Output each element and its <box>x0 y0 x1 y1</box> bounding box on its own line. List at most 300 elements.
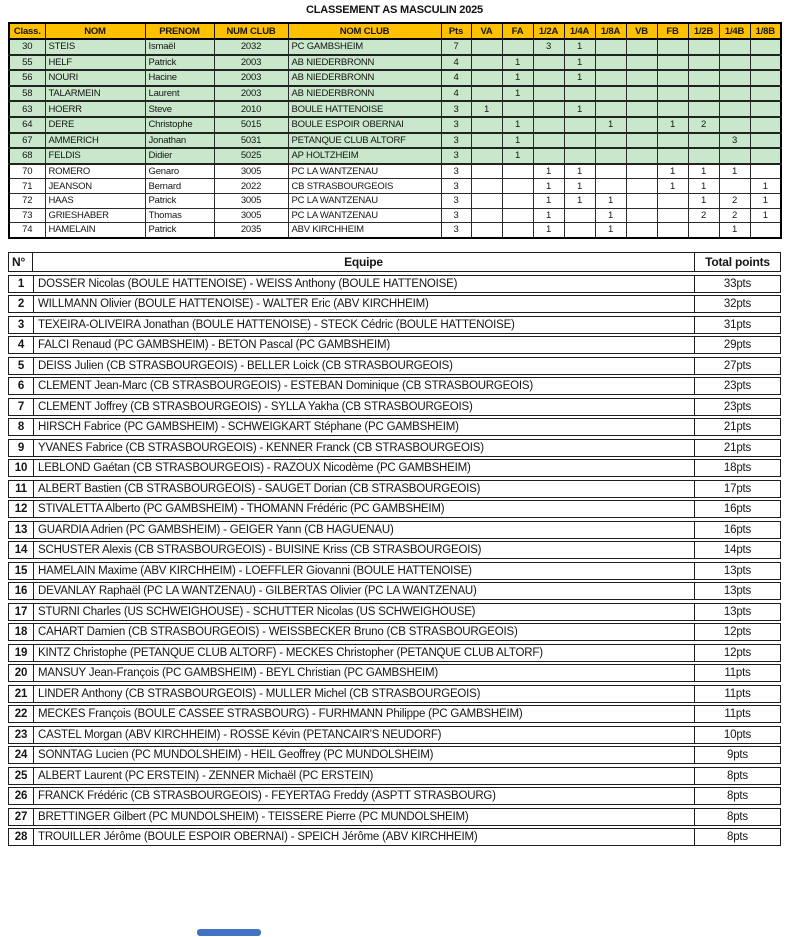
classement-cell: Laurent <box>145 86 214 102</box>
classement-cell: 1 <box>533 164 564 179</box>
equipe-row <box>8 828 781 846</box>
classement-col-header: NUM CLUB <box>214 23 288 39</box>
classement-cell <box>750 86 781 102</box>
equipe-points: 16pts <box>694 522 780 538</box>
classement-cell <box>471 55 502 71</box>
classement-cell: HOERR <box>45 101 145 117</box>
classement-row <box>9 117 781 133</box>
classement-cell: AB NIEDERBRONN <box>288 70 441 86</box>
equipe-rank: 26 <box>9 788 34 804</box>
equipe-rank: 4 <box>9 337 34 353</box>
classement-cell: 1 <box>657 117 688 133</box>
classement-cell: 2 <box>719 208 750 223</box>
equipe-rank: 1 <box>9 276 34 292</box>
classement-cell: 1 <box>502 133 533 149</box>
classement-cell: 64 <box>9 117 45 133</box>
classement-cell: 2010 <box>214 101 288 117</box>
equipe-names: DEVANLAY Raphaël (PC LA WANTZENAU) - GILBERTAS Olivier (PC LA WANTZENAU) <box>38 585 477 597</box>
equipe-names: GUARDIA Adrien (PC GAMBSHEIM) - GEIGER Yann (CB HAGUENAU) <box>38 523 394 536</box>
equipe-rank: 28 <box>9 829 34 845</box>
equipe-rank: 25 <box>9 768 34 784</box>
equipe-points: 23pts <box>694 399 780 415</box>
equipe-names: TROUILLER Jérôme (BOULE ESPOIR OBERNAI) - SPEICH Jérôme (ABV KIRCHHEIM) <box>38 831 478 843</box>
classement-col-header: Pts <box>441 23 471 39</box>
classement-header-row <box>9 23 781 39</box>
equipe-points: 17pts <box>694 481 780 497</box>
equipes-header-equipe: Equipe <box>344 255 383 269</box>
classement-cell <box>533 117 564 133</box>
classement-cell: 1 <box>688 179 719 194</box>
equipe-points: 13pts <box>694 604 780 620</box>
classement-col-header: NOM <box>45 23 145 39</box>
classement-cell: 2032 <box>214 39 288 55</box>
classement-cell: 1 <box>502 70 533 86</box>
classement-cell: CB STRASBOURGEOIS <box>288 179 441 194</box>
classement-cell: Hacine <box>145 70 214 86</box>
classement-row <box>9 164 781 179</box>
equipe-rank: 3 <box>9 317 34 333</box>
classement-cell <box>626 164 657 179</box>
classement-cell <box>657 70 688 86</box>
classement-cell <box>750 164 781 179</box>
classement-cell: 2003 <box>214 86 288 102</box>
equipe-row <box>8 787 781 805</box>
classement-cell <box>719 117 750 133</box>
equipe-rank: 10 <box>9 460 34 476</box>
classement-cell <box>750 133 781 149</box>
classement-cell: 56 <box>9 70 45 86</box>
equipe-row <box>8 521 781 539</box>
equipe-names: LEBLOND Gaétan (CB STRASBOURGEOIS) - RAZOUX Nicodème (PC GAMBSHEIM) <box>38 462 471 474</box>
classement-cell: 1 <box>750 179 781 194</box>
equipes-table <box>8 252 781 849</box>
classement-col-header: 1/8A <box>595 23 626 39</box>
classement-cell: 1 <box>564 179 595 194</box>
equipe-names: HIRSCH Fabrice (PC GAMBSHEIM) - SCHWEIGKART Stéphane (PC GAMBSHEIM) <box>38 421 459 433</box>
equipe-rank: 8 <box>9 419 34 435</box>
classement-cell: 1 <box>595 117 626 133</box>
classement-cell <box>595 179 626 194</box>
classement-cell <box>626 70 657 86</box>
equipe-row <box>8 562 781 580</box>
equipe-points: 10pts <box>694 727 780 743</box>
classement-cell <box>750 101 781 117</box>
classement-cell: 1 <box>564 55 595 71</box>
classement-cell <box>657 193 688 208</box>
classement-cell: Patrick <box>145 55 214 71</box>
classement-cell <box>471 208 502 223</box>
classement-cell <box>502 101 533 117</box>
classement-cell <box>564 148 595 164</box>
equipe-points: 23pts <box>694 378 780 394</box>
classement-cell: 1 <box>502 117 533 133</box>
classement-row <box>9 148 781 164</box>
equipe-rank: 7 <box>9 399 34 415</box>
equipe-names: KINTZ Christophe (PETANQUE CLUB ALTORF) - MECKES Christopher (PETANQUE CLUB ALTORF) <box>38 646 543 659</box>
classement-cell <box>626 101 657 117</box>
equipe-names: DEISS Julien (CB STRASBOURGEOIS) - BELLER Loick (CB STRASBOURGEOIS) <box>38 359 453 372</box>
equipe-row <box>8 459 781 477</box>
classement-cell: TALARMEIN <box>45 86 145 102</box>
classement-cell: HAAS <box>45 193 145 208</box>
classement-cell <box>750 223 781 238</box>
classement-cell: 5015 <box>214 117 288 133</box>
classement-cell: 1 <box>533 208 564 223</box>
classement-cell: HELF <box>45 55 145 71</box>
classement-cell: JEANSON <box>45 179 145 194</box>
classement-cell: PC LA WANTZENAU <box>288 164 441 179</box>
classement-cell: 1 <box>688 164 719 179</box>
classement-cell: 1 <box>502 86 533 102</box>
equipe-points: 13pts <box>694 563 780 579</box>
equipe-names: MANSUY Jean-François (PC GAMBSHEIM) - BEYL Christian (PC GAMBSHEIM) <box>38 667 439 679</box>
equipe-rank: 21 <box>9 686 34 702</box>
classement-cell: 1 <box>719 223 750 238</box>
classement-cell: 4 <box>441 86 471 102</box>
equipe-points: 11pts <box>694 665 780 681</box>
classement-cell <box>750 117 781 133</box>
classement-cell: 3 <box>533 39 564 55</box>
classement-row <box>9 193 781 208</box>
classement-cell: FELDIS <box>45 148 145 164</box>
classement-cell <box>471 164 502 179</box>
classement-cell <box>502 193 533 208</box>
classement-cell <box>533 133 564 149</box>
equipe-names: SONNTAG Lucien (PC MUNDOLSHEIM) - HEIL Geoffrey (PC MUNDOLSHEIM) <box>38 749 434 761</box>
classement-cell <box>657 208 688 223</box>
classement-col-header: 1/2A <box>533 23 564 39</box>
classement-cell: 1 <box>657 179 688 194</box>
classement-cell <box>471 39 502 55</box>
equipe-names: TEXEIRA-OLIVEIRA Jonathan (BOULE HATTENOISE) - STECK Cédric (BOULE HATTENOISE) <box>38 318 515 331</box>
equipe-rank: 13 <box>9 522 34 538</box>
equipe-points: 8pts <box>694 788 780 804</box>
equipe-points: 12pts <box>694 624 780 640</box>
equipe-rank: 12 <box>9 501 34 517</box>
classement-cell: Jonathan <box>145 133 214 149</box>
equipe-points: 11pts <box>694 686 780 702</box>
classement-cell <box>750 148 781 164</box>
equipe-names: FALCI Renaud (PC GAMBSHEIM) - BETON Pascal (PC GAMBSHEIM) <box>38 339 390 351</box>
classement-cell <box>595 133 626 149</box>
equipe-names: HAMELAIN Maxime (ABV KIRCHHEIM) - LOEFFLER Giovanni (BOULE HATTENOISE) <box>38 564 472 577</box>
equipe-rank: 19 <box>9 645 34 661</box>
classement-cell: 73 <box>9 208 45 223</box>
classement-col-header: VB <box>626 23 657 39</box>
classement-cell: PC LA WANTZENAU <box>288 208 441 223</box>
classement-cell: 3005 <box>214 193 288 208</box>
classement-cell <box>595 39 626 55</box>
classement-cell <box>688 133 719 149</box>
equipe-row <box>8 500 781 518</box>
equipe-points: 32pts <box>694 296 780 312</box>
classement-cell: Ismaël <box>145 39 214 55</box>
equipe-points: 8pts <box>694 809 780 825</box>
classement-cell <box>595 70 626 86</box>
classement-cell <box>657 39 688 55</box>
classement-cell <box>502 179 533 194</box>
classement-cell: 71 <box>9 179 45 194</box>
classement-cell <box>750 55 781 71</box>
equipes-header-num: N° <box>9 253 33 271</box>
equipes-header-row <box>8 252 781 272</box>
classement-cell <box>657 133 688 149</box>
classement-cell: STEIS <box>45 39 145 55</box>
classement-cell: 1 <box>657 164 688 179</box>
equipe-names: STIVALETTA Alberto (PC GAMBSHEIM) - THOMANN Frédéric (PC GAMBSHEIM) <box>38 503 445 515</box>
classement-cell <box>533 148 564 164</box>
classement-cell: PETANQUE CLUB ALTORF <box>288 133 441 149</box>
equipe-row <box>8 664 781 682</box>
classement-col-header: FB <box>657 23 688 39</box>
equipe-rank: 6 <box>9 378 34 394</box>
classement-cell: Patrick <box>145 193 214 208</box>
classement-cell: 1 <box>719 164 750 179</box>
classement-cell: 1 <box>595 193 626 208</box>
equipe-rank: 17 <box>9 604 34 620</box>
classement-cell <box>688 39 719 55</box>
equipe-points: 21pts <box>694 440 780 456</box>
equipe-points: 31pts <box>694 317 780 333</box>
classement-cell <box>533 86 564 102</box>
equipe-points: 8pts <box>694 768 780 784</box>
equipe-names: CASTEL Morgan (ABV KIRCHHEIM) - ROSSE Kévin (PETANCAIR'S NEUDORF) <box>38 728 442 741</box>
equipe-names: DOSSER Nicolas (BOULE HATTENOISE) - WEISS Anthony (BOULE HATTENOISE) <box>38 277 458 290</box>
equipe-points: 29pts <box>694 337 780 353</box>
classement-cell <box>626 39 657 55</box>
classement-cell: 1 <box>564 70 595 86</box>
equipe-row <box>8 541 781 559</box>
classement-cell <box>564 223 595 238</box>
classement-cell <box>595 164 626 179</box>
equipe-row <box>8 685 781 703</box>
classement-col-header: NOM CLUB <box>288 23 441 39</box>
classement-cell: 3 <box>441 133 471 149</box>
equipe-row <box>8 480 781 498</box>
classement-cell: 3 <box>441 117 471 133</box>
classement-cell: NOURI <box>45 70 145 86</box>
classement-cell: 3 <box>441 223 471 238</box>
equipe-rank: 11 <box>9 481 34 497</box>
classement-cell <box>657 55 688 71</box>
equipe-names: YVANES Fabrice (CB STRASBOURGEOIS) - KENNER Franck (CB STRASBOURGEOIS) <box>38 441 484 454</box>
classement-cell <box>657 223 688 238</box>
equipe-rank: 20 <box>9 665 34 681</box>
classement-cell <box>626 208 657 223</box>
classement-cell <box>595 86 626 102</box>
classement-cell <box>471 193 502 208</box>
classement-cell <box>502 208 533 223</box>
equipe-row <box>8 336 781 354</box>
classement-cell <box>471 179 502 194</box>
classement-cell: BOULE HATTENOISE <box>288 101 441 117</box>
classement-table <box>8 22 782 239</box>
classement-cell: 3 <box>441 101 471 117</box>
classement-cell: 30 <box>9 39 45 55</box>
classement-cell: ABV KIRCHHEIM <box>288 223 441 238</box>
classement-col-header: 1/4A <box>564 23 595 39</box>
classement-cell <box>564 86 595 102</box>
classement-cell: 1 <box>502 148 533 164</box>
classement-cell: Steve <box>145 101 214 117</box>
classement-row <box>9 86 781 102</box>
equipe-rank: 23 <box>9 727 34 743</box>
equipe-points: 13pts <box>694 583 780 599</box>
classement-cell <box>502 223 533 238</box>
classement-cell: AP HOLTZHEIM <box>288 148 441 164</box>
classement-cell: 7 <box>441 39 471 55</box>
classement-cell <box>688 148 719 164</box>
equipe-rank: 16 <box>9 583 34 599</box>
classement-col-header: Class. <box>9 23 45 39</box>
equipe-names: CLEMENT Jean-Marc (CB STRASBOURGEOIS) - ESTEBAN Dominique (CB STRASBOURGEOIS) <box>38 380 533 392</box>
classement-cell <box>626 223 657 238</box>
classement-cell: GRIESHABER <box>45 208 145 223</box>
classement-cell: 2022 <box>214 179 288 194</box>
equipe-row <box>8 398 781 416</box>
classement-cell <box>719 55 750 71</box>
classement-cell: 1 <box>595 223 626 238</box>
equipe-names: SCHUSTER Alexis (CB STRASBOURGEOIS) - BUISINE Kriss (CB STRASBOURGEOIS) <box>38 544 482 556</box>
classement-cell: HAMELAIN <box>45 223 145 238</box>
classement-row <box>9 208 781 223</box>
classement-cell <box>564 133 595 149</box>
classement-cell: 1 <box>688 193 719 208</box>
classement-cell <box>502 164 533 179</box>
classement-cell: AB NIEDERBRONN <box>288 86 441 102</box>
classement-cell: 67 <box>9 133 45 149</box>
classement-cell: 74 <box>9 223 45 238</box>
classement-cell <box>471 133 502 149</box>
classement-cell: 1 <box>471 101 502 117</box>
classement-cell: 1 <box>564 101 595 117</box>
equipe-row <box>8 644 781 662</box>
equipe-points: 9pts <box>694 747 780 763</box>
classement-row <box>9 179 781 194</box>
classement-cell: 1 <box>564 193 595 208</box>
classement-cell: AMMERICH <box>45 133 145 149</box>
classement-cell <box>657 101 688 117</box>
equipe-row <box>8 357 781 375</box>
classement-cell: 3 <box>441 208 471 223</box>
equipe-row <box>8 377 781 395</box>
classement-cell <box>471 223 502 238</box>
classement-cell <box>688 101 719 117</box>
classement-cell: 2003 <box>214 55 288 71</box>
equipe-rank: 2 <box>9 296 34 312</box>
classement-cell: 1 <box>750 208 781 223</box>
classement-col-header: FA <box>502 23 533 39</box>
classement-cell <box>533 70 564 86</box>
equipe-names: LINDER Anthony (CB STRASBOURGEOIS) - MULLER Michel (CB STRASBOURGEOIS) <box>38 687 481 700</box>
classement-cell: 3 <box>719 133 750 149</box>
classement-cell: BOULE ESPOIR OBERNAI <box>288 117 441 133</box>
classement-cell <box>750 39 781 55</box>
classement-cell: 5031 <box>214 133 288 149</box>
classement-cell: Patrick <box>145 223 214 238</box>
classement-cell: 2035 <box>214 223 288 238</box>
classement-cell <box>595 148 626 164</box>
classement-col-header: 1/8B <box>750 23 781 39</box>
classement-cell <box>719 70 750 86</box>
classement-cell: 2 <box>719 193 750 208</box>
equipe-names: STURNI Charles (US SCHWEIGHOUSE) - SCHUTTER Nicolas (US SCHWEIGHOUSE) <box>38 605 476 618</box>
equipe-rank: 15 <box>9 563 34 579</box>
classement-cell: 1 <box>533 179 564 194</box>
classement-cell: 1 <box>564 39 595 55</box>
equipe-names: ALBERT Laurent (PC ERSTEIN) - ZENNER Michaël (PC ERSTEIN) <box>38 769 374 782</box>
classement-cell: 3 <box>441 193 471 208</box>
classement-row <box>9 133 781 149</box>
equipe-points: 33pts <box>694 276 780 292</box>
bottom-blue-bar <box>197 929 261 936</box>
classement-row <box>9 55 781 71</box>
classement-cell <box>595 55 626 71</box>
classement-row <box>9 70 781 86</box>
equipe-row <box>8 726 781 744</box>
classement-cell <box>471 117 502 133</box>
classement-cell <box>719 39 750 55</box>
classement-cell <box>471 86 502 102</box>
page-title: CLASSEMENT AS MASCULIN 2025 <box>306 4 483 16</box>
equipe-row <box>8 295 781 313</box>
equipe-row <box>8 705 781 723</box>
equipe-rank: 27 <box>9 809 34 825</box>
classement-cell <box>657 86 688 102</box>
equipe-row <box>8 316 781 334</box>
classement-cell <box>626 86 657 102</box>
classement-cell <box>688 70 719 86</box>
classement-cell: 1 <box>750 193 781 208</box>
classement-cell: 1 <box>564 164 595 179</box>
classement-cell <box>626 148 657 164</box>
equipe-row <box>8 439 781 457</box>
equipes-header-total: Total points <box>694 253 780 271</box>
classement-table-body <box>9 39 781 238</box>
classement-cell: 1 <box>595 208 626 223</box>
classement-cell: 55 <box>9 55 45 71</box>
classement-col-header: PRENOM <box>145 23 214 39</box>
equipe-rank: 22 <box>9 706 34 722</box>
classement-cell: ROMERO <box>45 164 145 179</box>
classement-cell: DERE <box>45 117 145 133</box>
equipe-names: ALBERT Bastien (CB STRASBOURGEOIS) - SAUGET Dorian (CB STRASBOURGEOIS) <box>38 482 481 495</box>
classement-cell <box>657 148 688 164</box>
equipe-points: 12pts <box>694 645 780 661</box>
classement-cell <box>564 208 595 223</box>
classement-cell: Didier <box>145 148 214 164</box>
classement-cell <box>564 117 595 133</box>
classement-cell: 3 <box>441 148 471 164</box>
classement-cell <box>626 55 657 71</box>
classement-cell: Christophe <box>145 117 214 133</box>
equipe-names: BRETTINGER Gilbert (PC MUNDOLSHEIM) - TEISSERE Pierre (PC MUNDOLSHEIM) <box>38 810 469 823</box>
classement-cell <box>626 117 657 133</box>
classement-cell <box>626 133 657 149</box>
equipe-points: 18pts <box>694 460 780 476</box>
equipe-rank: 9 <box>9 440 34 456</box>
classement-cell: 3 <box>441 179 471 194</box>
equipe-names: MECKES François (BOULE CASSEE STRASBOURG) - FURHMANN Philippe (PC GAMBSHEIM) <box>38 708 523 720</box>
classement-row <box>9 101 781 117</box>
equipe-row <box>8 623 781 641</box>
classement-cell: PC GAMBSHEIM <box>288 39 441 55</box>
classement-cell: 5025 <box>214 148 288 164</box>
classement-cell: 2003 <box>214 70 288 86</box>
classement-cell: 70 <box>9 164 45 179</box>
classement-cell: 58 <box>9 86 45 102</box>
classement-cell: 1 <box>502 55 533 71</box>
